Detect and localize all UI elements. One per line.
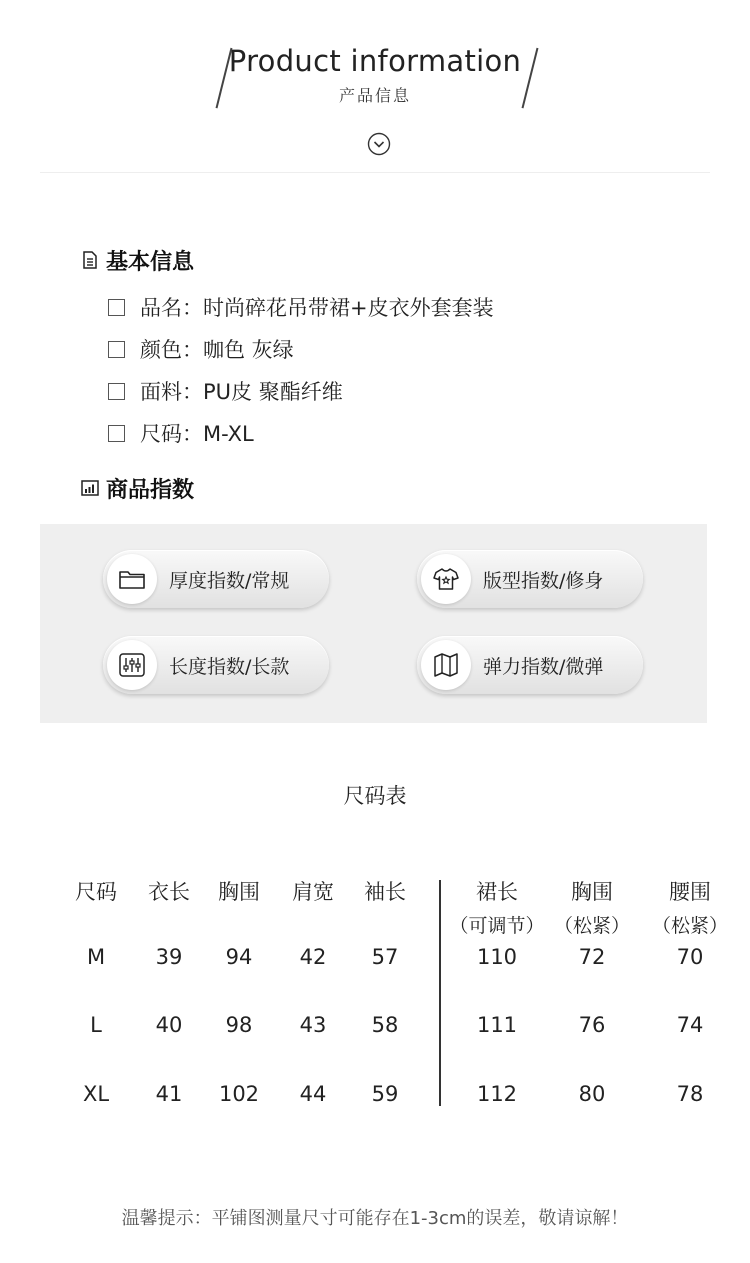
table-cell: 98 [225,1013,253,1037]
basic-info-title: 基本信息 [106,249,195,275]
table-cell: 42 [299,945,327,969]
table-header-cell: 袖长 [364,880,406,904]
index-pill-fit [417,550,643,608]
info-item [108,292,494,322]
index-label: 弹力指数/微弹 [483,655,604,678]
document-icon [80,250,100,270]
info-item [108,418,254,448]
product-index-heading [80,473,194,503]
table-cell: 43 [299,1013,327,1037]
table-divider [439,880,441,1106]
table-cell: 41 [155,1082,183,1106]
checkbox-icon [108,425,125,442]
table-cell: XL [82,1082,110,1106]
header-divider [40,172,710,173]
table-cell: M [86,945,106,969]
map-icon [431,650,461,680]
index-label: 长度指数/长款 [169,655,290,678]
sliders-icon [117,650,147,680]
pill-icon-wrap [421,640,471,690]
info-item-label: 品名：时尚碎花吊带裙+皮衣外套套装 [140,296,494,320]
index-label: 版型指数/修身 [483,569,604,592]
pill-icon-wrap [421,554,471,604]
product-index-title: 商品指数 [106,477,195,503]
info-item [108,376,343,406]
table-header-cell: 腰围 [669,880,711,904]
table-cell: 40 [155,1013,183,1037]
checkbox-icon [108,299,125,316]
index-panel [40,524,707,723]
folder-icon [117,564,147,594]
checkbox-icon [108,383,125,400]
pill-icon-wrap [107,640,157,690]
table-cell: 70 [676,945,704,969]
table-header-cell: 尺码 [75,880,117,904]
index-pill-thickness [103,550,329,608]
table-header-cell: 裙长 [476,880,518,904]
table-cell: 80 [578,1082,606,1106]
table-cell: 112 [476,1082,518,1106]
table-header-cell: 胸围 [571,880,613,904]
table-header-cell: 衣长 [148,880,190,904]
pill-icon-wrap [107,554,157,604]
page-subtitle: 产品信息 [338,86,411,105]
table-cell: 94 [225,945,253,969]
info-item-label: 面料：PU皮 聚酯纤维 [140,380,343,404]
measurement-note: 温馨提示：平铺图测量尺寸可能存在1-3cm的误差，敬请谅解！ [121,1208,629,1229]
table-cell: 111 [476,1013,518,1037]
chart-icon [80,478,100,498]
info-item [108,334,294,364]
table-cell: L [90,1013,102,1037]
size-table-title: 尺码表 [343,784,407,808]
table-header-cell: 肩宽 [292,880,334,904]
tshirt-icon [431,564,461,594]
table-cell: 110 [476,945,518,969]
checkbox-icon [108,341,125,358]
table-subheader-cell: （可调节） [449,915,545,937]
info-item-label: 尺码：M-XL [140,422,254,446]
table-cell: 59 [371,1082,399,1106]
table-cell: 102 [218,1082,260,1106]
info-item-label: 颜色：咖色 灰绿 [140,338,294,362]
table-header-cell: 胸围 [218,880,260,904]
chevron-down-circle-icon [367,132,391,156]
table-cell: 58 [371,1013,399,1037]
table-cell: 78 [676,1082,704,1106]
index-label: 厚度指数/常规 [169,569,290,592]
table-cell: 72 [578,945,606,969]
table-subheader-cell: （松紧） [651,915,728,937]
table-cell: 39 [155,945,183,969]
index-pill-elasticity [417,636,643,694]
basic-info-heading [80,245,194,275]
table-cell: 74 [676,1013,704,1037]
table-cell: 76 [578,1013,606,1037]
table-cell: 57 [371,945,399,969]
table-subheader-cell: （松紧） [553,915,630,937]
table-cell: 44 [299,1082,327,1106]
page-title: Product information [228,44,522,78]
index-pill-length [103,636,329,694]
